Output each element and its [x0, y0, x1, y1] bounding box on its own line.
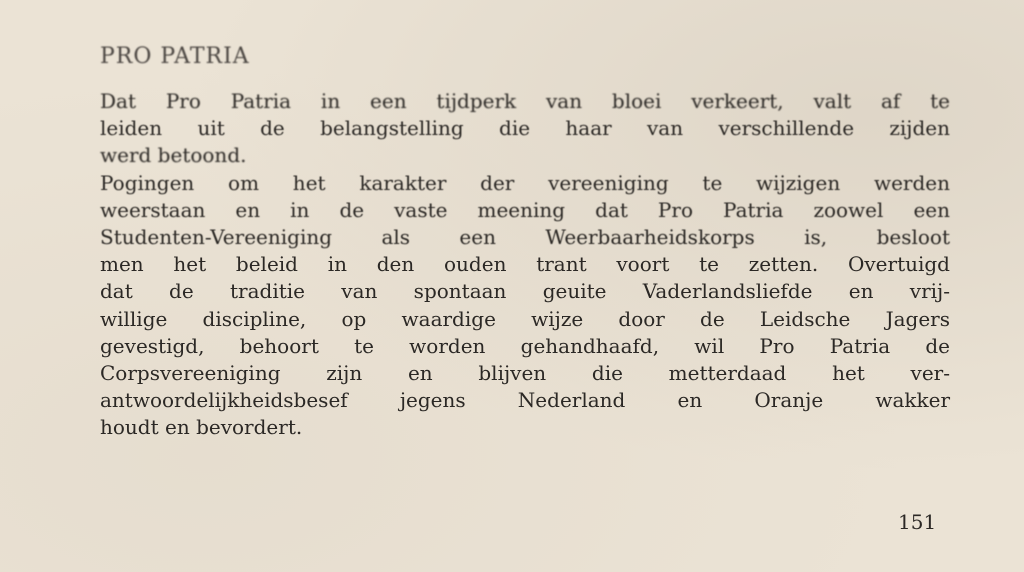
text-line: Studenten-Vereeniging als een Weerbaarheidskorps is, besloot [100, 225, 950, 250]
section-heading: PRO PATRIA [100, 44, 250, 69]
text-line: Pogingen om het karakter der vereeniging te wijzigen werden [100, 170, 950, 195]
text-line: leiden uit de belangstelling die haar van verschillende zijden [100, 116, 950, 141]
text-line: weerstaan en in de vaste meening dat Pro Patria zoowel een [100, 197, 950, 222]
text-line: Corpsvereeniging zijn en blijven die metterdaad het ver- [100, 361, 950, 386]
body-text [100, 88, 950, 442]
page-number: 151 [898, 510, 937, 534]
text-line: antwoordelijkheidsbesef jegens Nederland en Oranje wakker [100, 388, 950, 413]
text-line: dat de traditie van spontaan geuite Vaderlandsliefde en vrij- [100, 279, 950, 304]
text-line: werd betoond. [100, 143, 247, 168]
text-line: gevestigd, behoort te worden gehandhaafd, wil Pro Patria de [100, 333, 950, 358]
text-line: houdt en bevordert. [100, 415, 303, 440]
text-line: men het beleid in den ouden trant voort te zetten. Overtuigd [100, 252, 950, 277]
text-line: willige discipline, op waardige wijze door de Leidsche Jagers [100, 306, 950, 331]
text-line: Dat Pro Patria in een tijdperk van bloei verkeert, valt af te [100, 89, 950, 113]
